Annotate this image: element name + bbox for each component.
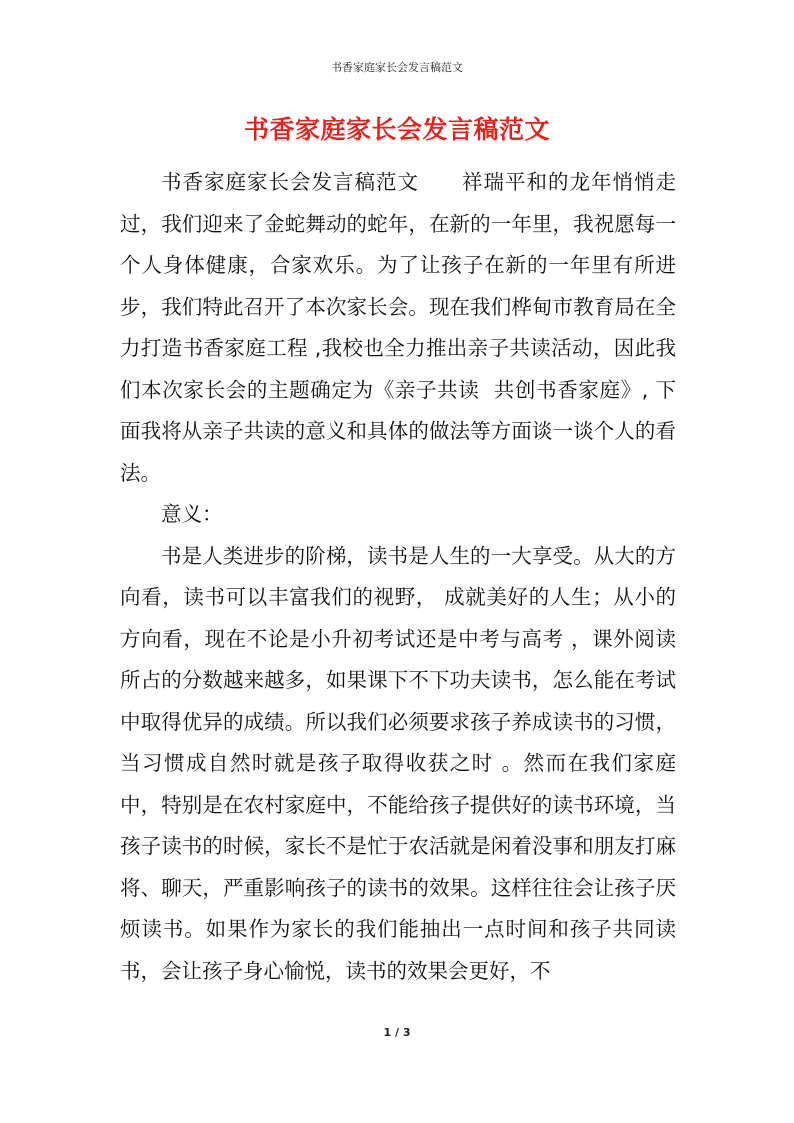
- running-header: 书香家庭家长会发言稿范文: [331, 61, 463, 74]
- page-number: 1 / 3: [383, 1026, 411, 1039]
- paragraph-meaning-heading: 意义：: [161, 502, 223, 526]
- paragraph-intro: 书香家庭家长会发言稿范文 祥瑞平和的龙年悄悄走过，我们迎来了金蛇舞动的蛇年，在新的一年里，我祝愿每一个人身体健康，合家欢乐。为了让孩子在新的一年里有所进步，我们特此召开了本次家长会。现在我们桦甸市教育局在全力打造书香家庭工程 ,我校也全力推出亲子共读活动，因此我们本次家长会的主题确定为《亲子共读 共创书香家庭》, 下面我将从亲子共读的意义和具体的做法等方面谈一谈个人的看法。: [120, 170, 676, 485]
- paragraph-meaning-body: 书是人类进步的阶梯，读书是人生的一大享受。从大的方向看，读书可以丰富我们的视野， 成就美好的人生；从小的方向看，现在不论是小升初考试还是中考与高考 ，课外阅读所占的分数越来越多，如果课下不下功夫读书，怎么能在考试中取得优异的成绩。所以我们必须要求孩子养成读书的习惯，当习惯成自然时就是孩子取得收获之时 。然而在我们家庭中，特别是在农村家庭中，不能给孩子提供好的读书环境，当孩子读书的时候，家长不是忙于农活就是闲着没事和朋友打麻将、聊天，严重影响孩子的读书的效果。这样往往会让孩子厌烦读书。如果作为家长的我们能抽出一点时间和孩子共同读书，会让孩子身心愉悦，读书的效果会更好，不: [120, 543, 676, 983]
- document-title: 书香家庭家长会发言稿范文: [243, 115, 550, 144]
- document-body: [120, 162, 676, 992]
